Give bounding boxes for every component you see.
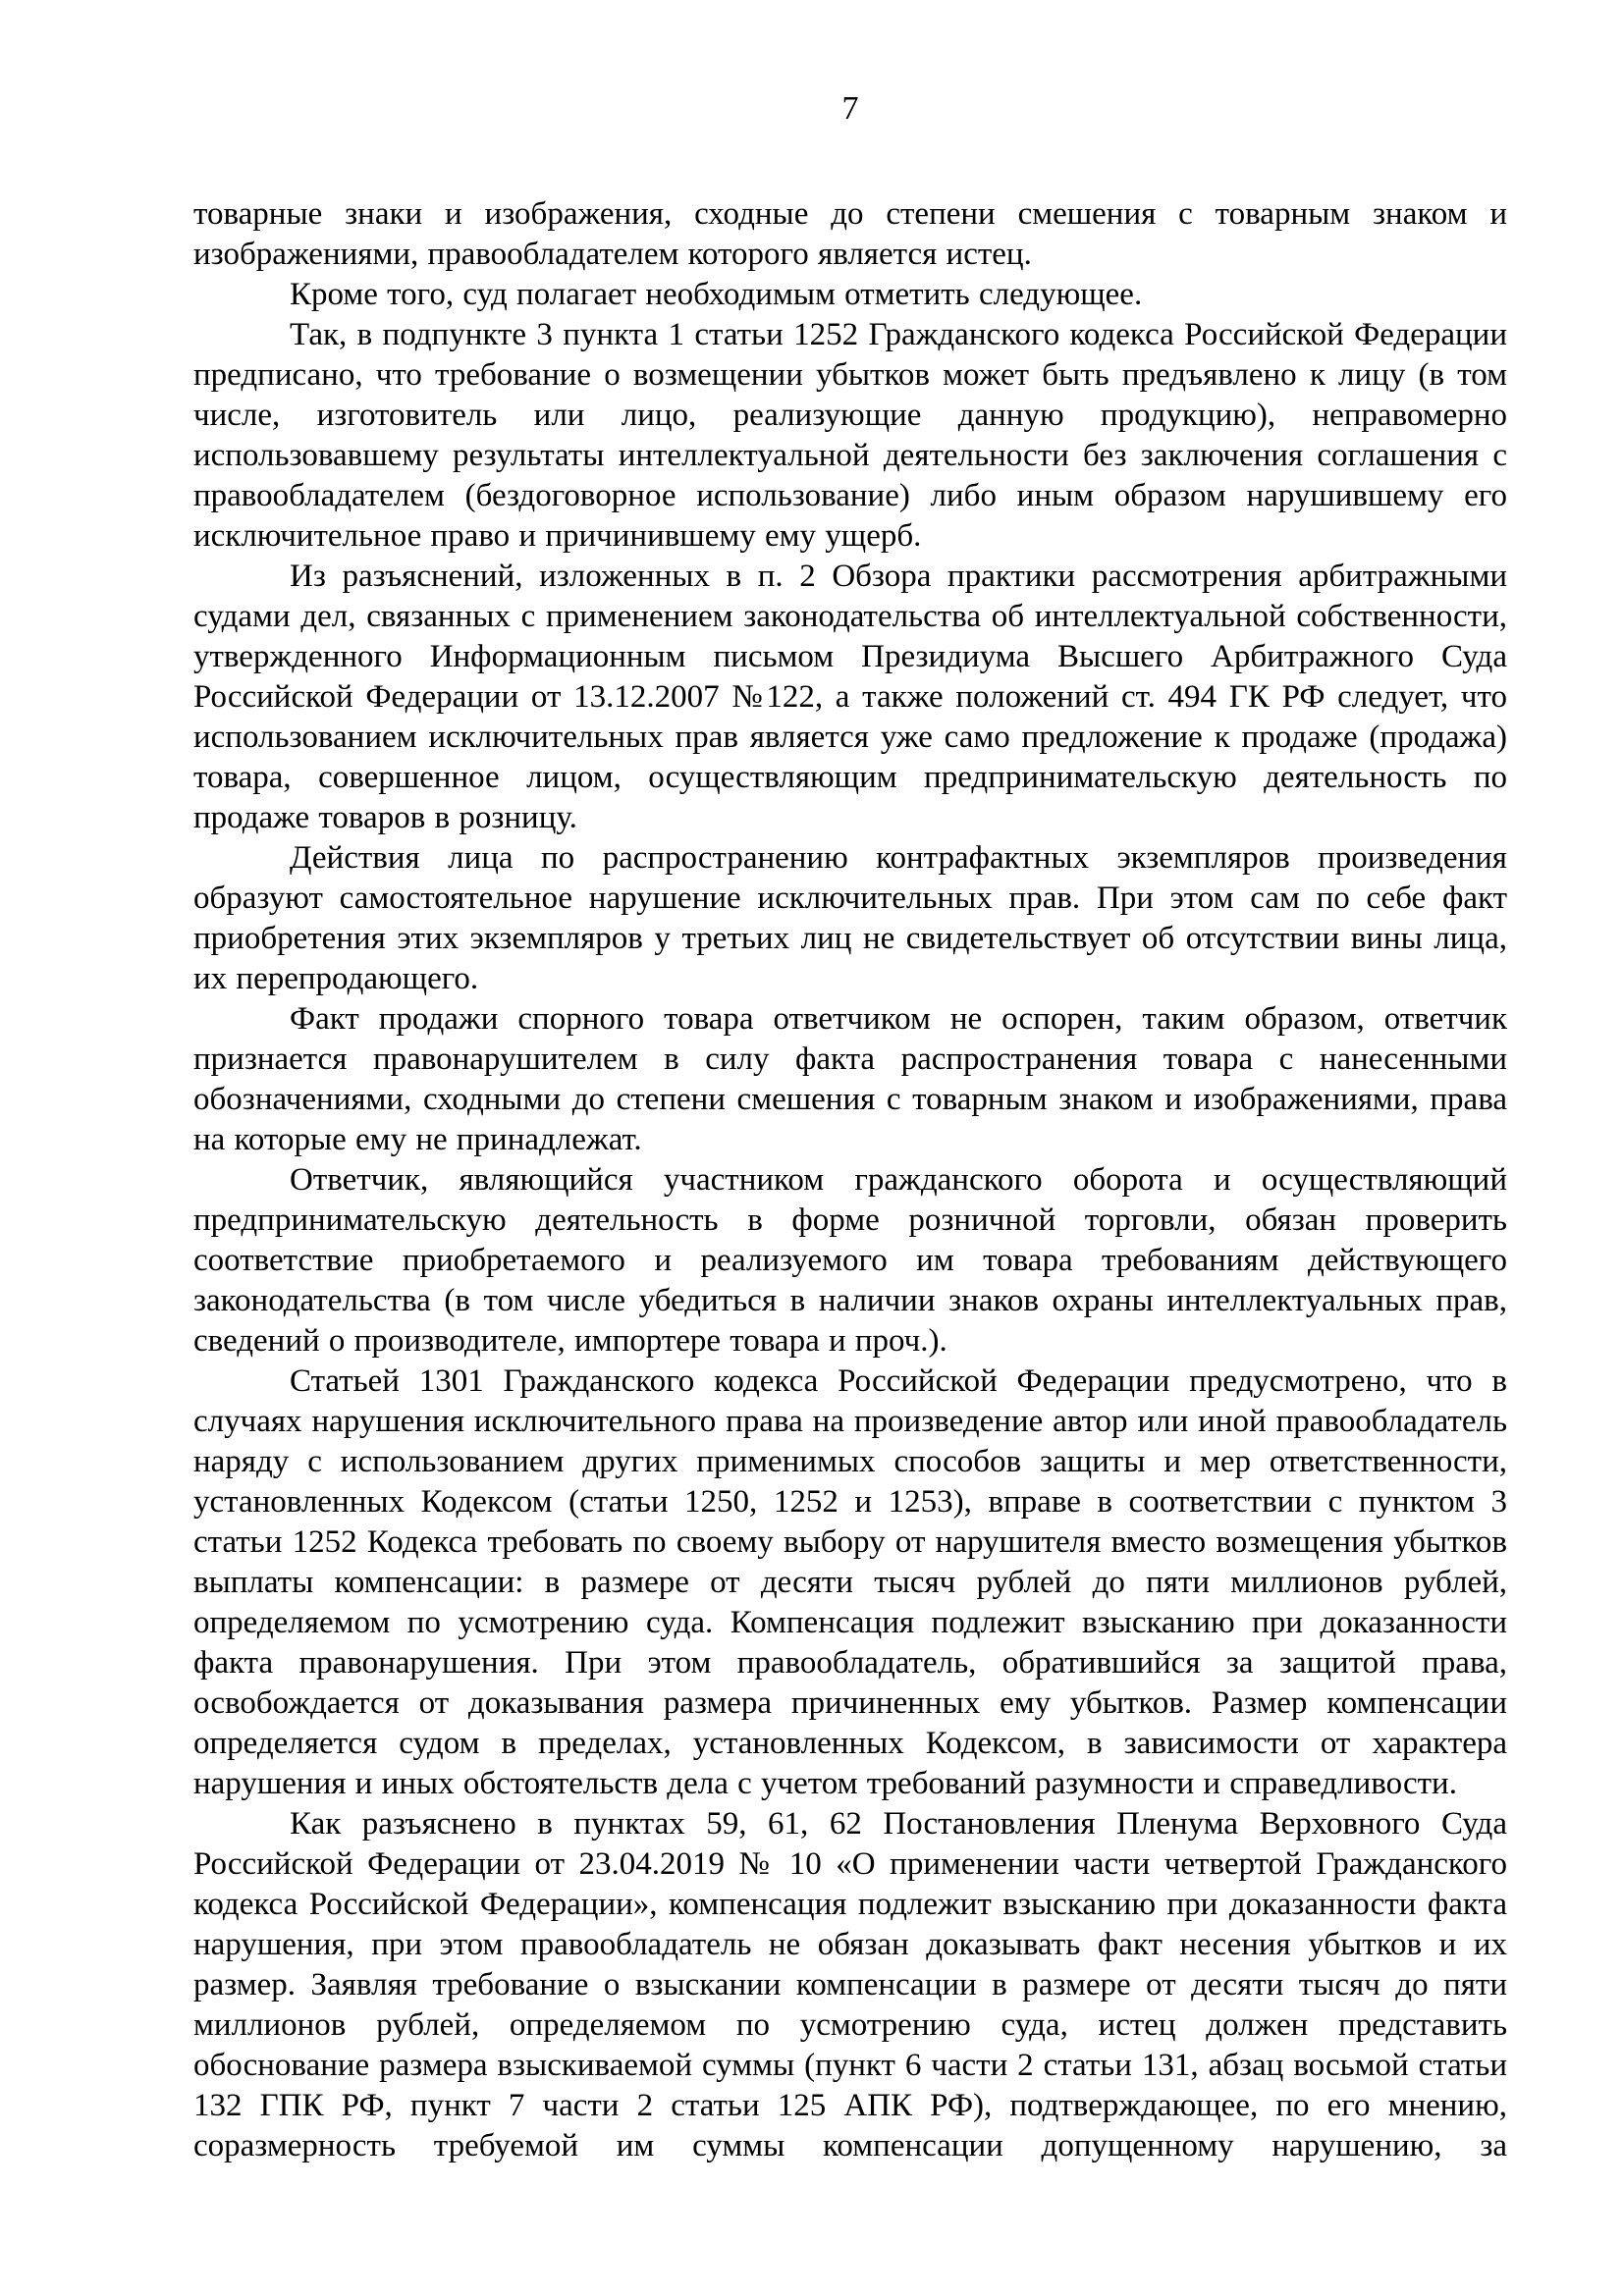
paragraph: Из разъяснений, изложенных в п. 2 Обзора практики рассмотрения арбитражными судами дел, связанных с применением законодательства об интеллектуальной собственности, утвержденного Информационным письмом Президиума Высшего Арбитражного Суда Российской Федерации от 13.12.2007 №122, а также положений ст. 494 ГК РФ следует, что использованием исключительных прав является уже само предложение к продаже (продажа) товара, совершенное лицом, осуществляющим предпринимательскую деятельность по продаже товаров в розницу.: [193, 559, 1507, 835]
paragraph: Статьей 1301 Гражданского кодекса Российской Федерации предусмотрено, что в случаях нарушения исключительного права на произведение автор или иной правообладатель наряду с использованием других применимых способов защиты и мер ответственности, установленных Кодексом (статьи 1250, 1252 и 1253), вправе в соответствии с пунктом 3 статьи 1252 Кодекса требовать по своему выбору от нарушителя вместо возмещения убытков выплаты компенсации: в размере от десяти тысяч рублей до пяти миллионов рублей, определяемом по усмотрению суда. Компенсация подлежит взысканию при доказанности факта правонарушения. При этом правообладатель, обратившийся за защитой права, освобождается от доказывания размера причиненных ему убытков. Размер компенсации определяется судом в пределах, установленных Кодексом, в зависимости от характера нарушения и иных обстоятельств дела с учетом требований разумности и справедливости.: [193, 1363, 1507, 1801]
document-body: [193, 194, 1507, 2166]
page-number: 7: [841, 90, 859, 127]
paragraph: Так, в подпункте 3 пункта 1 статьи 1252 Гражданского кодекса Российской Федерации предписано, что требование о возмещении убытков может быть предъявлено к лицу (в том числе, изготовитель или лицо, реализующие данную продукцию), неправомерно использовавшему результаты интеллектуальной деятельности без заключения соглашения с правообладателем (бездоговорное использование) либо иным образом нарушившему его исключительное право и причинившему ему ущерб.: [193, 317, 1507, 554]
paragraph: Действия лица по распространению контрафактных экземпляров произведения образуют самостоятельное нарушение исключительных прав. При этом сам по себе факт приобретения этих экземпляров у третьих лиц не свидетельствует об отсутствии вины лица, их перепродающего.: [193, 840, 1507, 996]
paragraph-continuation: товарные знаки и изображения, сходные до степени смешения с товарным знаком и изображениями, правообладателем которого является истец.: [193, 196, 1507, 272]
paragraph: Факт продажи спорного товара ответчиком не оспорен, таким образом, ответчик признается правонарушителем в силу факта распространения товара с нанесенными обозначениями, сходными до степени смешения с товарным знаком и изображениями, права на которые ему не принадлежат.: [193, 1001, 1507, 1157]
paragraph: Ответчик, являющийся участником гражданского оборота и осуществляющий предпринимательскую деятельность в форме розничной торговли, обязан проверить соответствие приобретаемого и реализуемого им товара требованиям действующего законодательства (в том числе убедиться в наличии знаков охраны интеллектуальных прав, сведений о производителе, импортере товара и проч.).: [193, 1162, 1507, 1359]
paragraph-incomplete: Как разъяснено в пунктах 59, 61, 62 Постановления Пленума Верховного Суда Российской Федерации от 23.04.2019 № 10 «О применении части четвертой Гражданского кодекса Российской Федерации», компенсация подлежит взысканию при доказанности факта нарушения, при этом правообладатель не обязан доказывать факт несения убытков и их размер. Заявляя требование о взыскании компенсации в размере от десяти тысяч до пяти миллионов рублей, определяемом по усмотрению суда, истец должен представить обоснование размера взыскиваемой суммы (пункт 6 части 2 статьи 131, абзац восьмой статьи 132 ГПК РФ, пункт 7 части 2 статьи 125 АПК РФ), подтверждающее, по его мнению, соразмерность требуемой им суммы компенсации допущенному нарушению, за: [193, 1806, 1507, 2163]
paragraph: Кроме того, суд полагает необходимым отметить следующее.: [290, 277, 1143, 312]
